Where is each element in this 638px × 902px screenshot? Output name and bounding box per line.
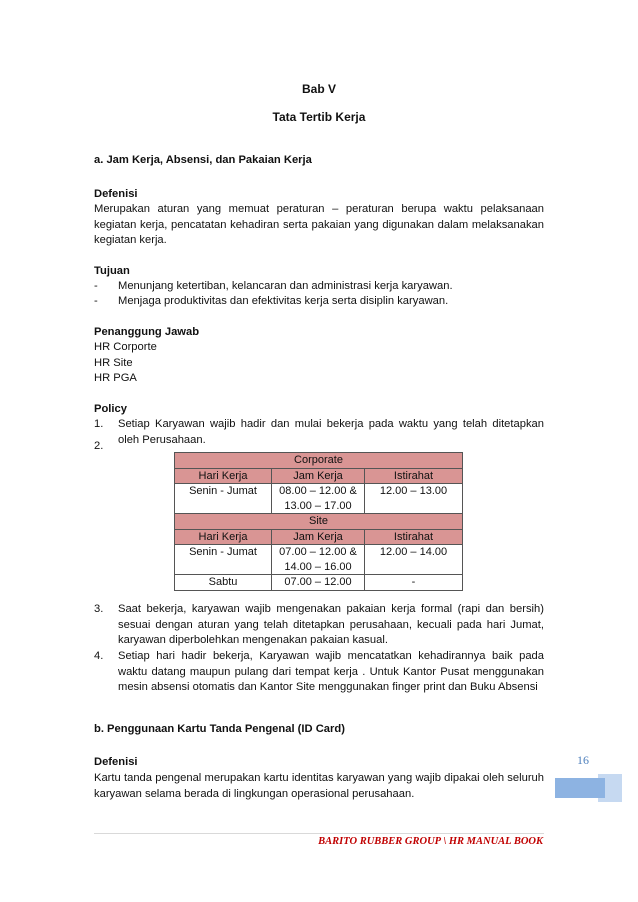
table-row (175, 484, 463, 514)
col-jam-kerja: Jam Kerja (272, 529, 365, 545)
footer-divider (94, 833, 544, 834)
policy-3-text: Saat bekerja, karyawan wajib mengenakan pakaian kerja formal (rapi dan bersih) sesuai dengan aturan yang telah ditetapkan perusahaan, kecuali pada hari Jumat, karyawan diperbolehkan mengenakan pakaian kasual. (118, 603, 544, 646)
policy-number: 1. (94, 418, 104, 430)
tujuan-bullet: - (94, 280, 98, 292)
policy-4-text: Setiap hari hadir bekerja, Karyawan wajib mencatatkan kehadirannya baik pada waktu datang maupun pulang dari tempat kerja . Untuk Kantor Pusat menggunakan mesin absensi otomatis dan Kantor Site menggunakan finger print dan Buku Absensi (118, 650, 544, 693)
definisi-label: Defenisi (94, 188, 138, 200)
col-hari-kerja: Hari Kerja (175, 529, 272, 545)
pj-item: HR PGA (94, 372, 137, 384)
cell-istirahat: 12.00 – 14.00 (365, 545, 463, 575)
col-istirahat: Istirahat (365, 529, 463, 545)
tujuan-item: Menunjang ketertiban, kelancaran dan administrasi kerja karyawan. (118, 280, 453, 292)
chapter-number: Bab V (301, 82, 336, 96)
tujuan-label: Tujuan (94, 265, 130, 277)
table-row (175, 545, 463, 575)
cell-hari: Sabtu (175, 575, 272, 591)
policy-number: 3. (94, 603, 104, 615)
penanggung-jawab-label: Penanggung Jawab (94, 326, 200, 338)
cell-jam: 08.00 – 12.00 & 13.00 – 17.00 (272, 484, 365, 514)
definisi-b-text: Kartu tanda pengenal merupakan kartu identitas karyawan yang wajib dipakai oleh seluruh karyawan selama berada di lingkungan operasional perusahaan. (94, 772, 544, 800)
pj-item: HR Corporte (94, 341, 157, 353)
page-tab-decoration (555, 778, 605, 798)
footer-text: BARITO RUBBER GROUP \ HR MANUAL BOOK (318, 836, 543, 847)
section-b-heading: b. Penggunaan Kartu Tanda Pengenal (ID Card) (94, 723, 345, 735)
tujuan-item: Menjaga produktivitas dan efektivitas kerja serta disiplin karyawan. (118, 295, 449, 307)
col-hari-kerja: Hari Kerja (175, 468, 272, 484)
work-schedule-table (174, 452, 463, 591)
page-number: 16 (577, 753, 589, 767)
definisi-text: Merupakan aturan yang memuat peraturan – peraturan berupa waktu pelaksanaan kegiatan kerja, pencatatan kehadiran serta pakaian yang digunakan dalam melaksanakan kegiatan kerja. (94, 203, 544, 246)
policy-number: 4. (94, 650, 104, 662)
cell-hari: Senin - Jumat (175, 545, 272, 575)
site-header: Site (175, 514, 463, 530)
tujuan-bullet: - (94, 295, 98, 307)
section-a-heading: a. Jam Kerja, Absensi, dan Pakaian Kerja (94, 154, 312, 166)
cell-jam: 07.00 – 12.00 (272, 575, 365, 591)
cell-hari: Senin - Jumat (175, 484, 272, 514)
col-jam-kerja: Jam Kerja (272, 468, 365, 484)
pj-item: HR Site (94, 357, 133, 369)
table-row (175, 575, 463, 591)
policy-label: Policy (94, 403, 127, 415)
corporate-header: Corporate (175, 453, 463, 469)
chapter-title: Tata Tertib Kerja (272, 110, 366, 124)
cell-istirahat: 12.00 – 13.00 (365, 484, 463, 514)
cell-istirahat: - (365, 575, 463, 591)
col-istirahat: Istirahat (365, 468, 463, 484)
policy-number: 2. (94, 440, 104, 452)
definisi-b-label: Defenisi (94, 756, 138, 768)
cell-jam: 07.00 – 12.00 & 14.00 – 16.00 (272, 545, 365, 575)
policy-1-text: Setiap Karyawan wajib hadir dan mulai bekerja pada waktu yang telah ditetapkan oleh Perusahaan. (118, 418, 544, 446)
